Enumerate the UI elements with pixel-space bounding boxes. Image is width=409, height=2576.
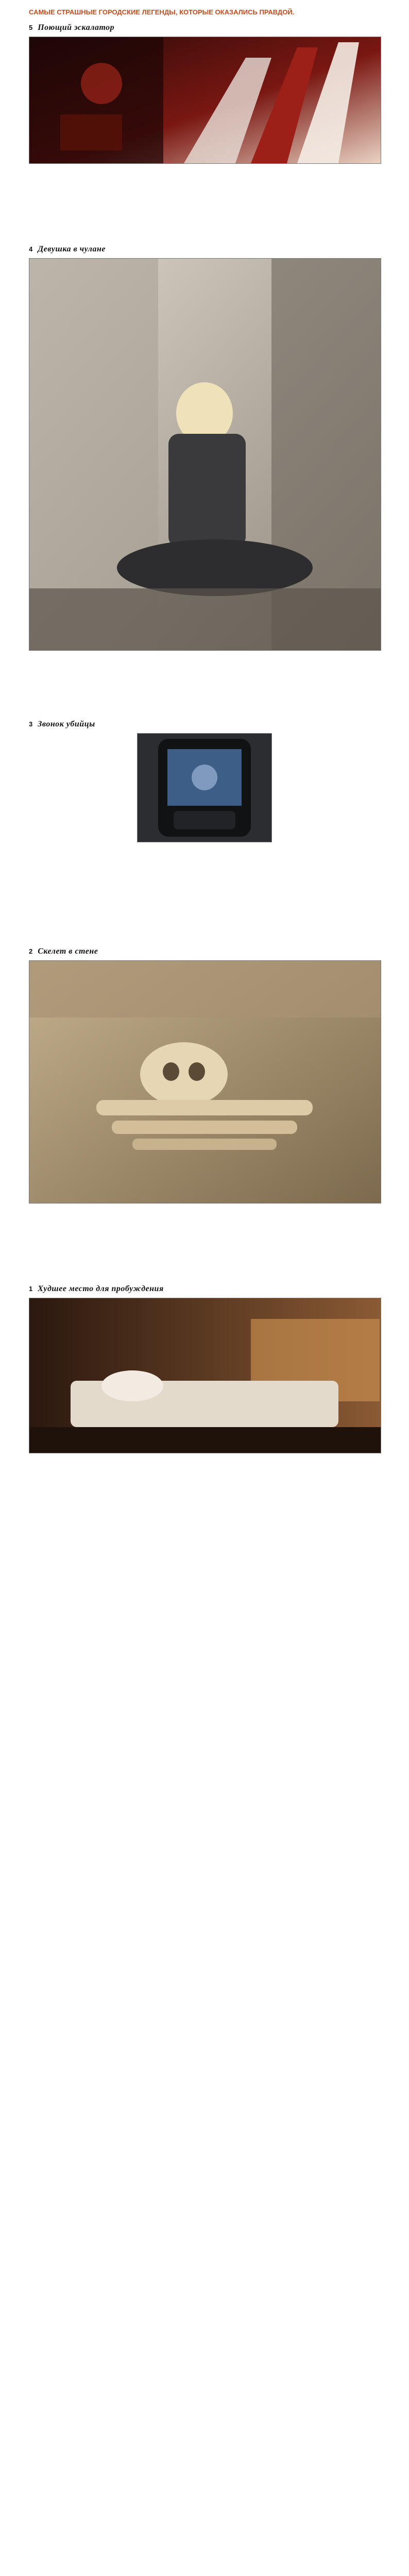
escalator-photo <box>29 37 381 164</box>
paragraph <box>29 691 380 699</box>
paragraph <box>29 883 380 890</box>
paragraph <box>29 871 380 878</box>
paragraph <box>29 181 380 188</box>
paragraph <box>29 205 380 212</box>
paragraph <box>29 1221 380 1228</box>
paragraph <box>29 656 380 663</box>
phone-photo <box>137 733 272 842</box>
paragraph <box>29 193 380 200</box>
bed-photo <box>29 1298 381 1453</box>
paragraph <box>29 228 380 235</box>
paragraph <box>29 1494 380 1501</box>
paragraph <box>29 216 380 224</box>
paragraph <box>29 1459 380 1466</box>
section-title: Поющий эскалатор <box>38 23 115 32</box>
paragraph <box>29 1470 380 1478</box>
paragraph <box>29 1244 380 1251</box>
paragraph <box>29 930 380 938</box>
section-number: 3 <box>29 720 33 728</box>
article-title: САМЫЕ СТРАШНЫЕ ГОРОДСКИЕ ЛЕГЕНДЫ, КОТОРЫЕ ОКАЗАЛИСЬ ПРАВДОЙ. <box>29 8 295 16</box>
paragraph <box>29 1256 380 1263</box>
paragraph <box>29 848 380 855</box>
skeleton-photo <box>29 960 381 1204</box>
section-5-heading <box>29 23 380 32</box>
closet-photo <box>29 258 381 651</box>
paragraph <box>29 1232 380 1240</box>
paragraph <box>29 1209 380 1216</box>
paragraph <box>29 1268 380 1275</box>
paragraph <box>29 1482 380 1489</box>
paragraph <box>29 703 380 710</box>
section-number: 4 <box>29 245 33 253</box>
section-title: Девушка в чулане <box>38 245 106 253</box>
paragraph <box>29 680 380 687</box>
section-4-heading <box>29 245 380 254</box>
section-number: 1 <box>29 1285 33 1293</box>
section-2-heading <box>29 947 380 956</box>
section-number: 2 <box>29 947 33 955</box>
paragraph <box>29 907 380 914</box>
section-title: Звонок убийцы <box>38 720 95 728</box>
paragraph <box>29 919 380 926</box>
section-number: 5 <box>29 24 33 31</box>
paragraph <box>29 895 380 902</box>
section-title: Скелет в стене <box>38 947 98 956</box>
section-3-heading <box>29 720 380 729</box>
section-1-heading <box>29 1284 380 1294</box>
section-title: Худшее место для пробуждения <box>38 1284 164 1293</box>
paragraph <box>29 668 380 675</box>
paragraph <box>29 169 380 176</box>
paragraph <box>29 859 380 867</box>
